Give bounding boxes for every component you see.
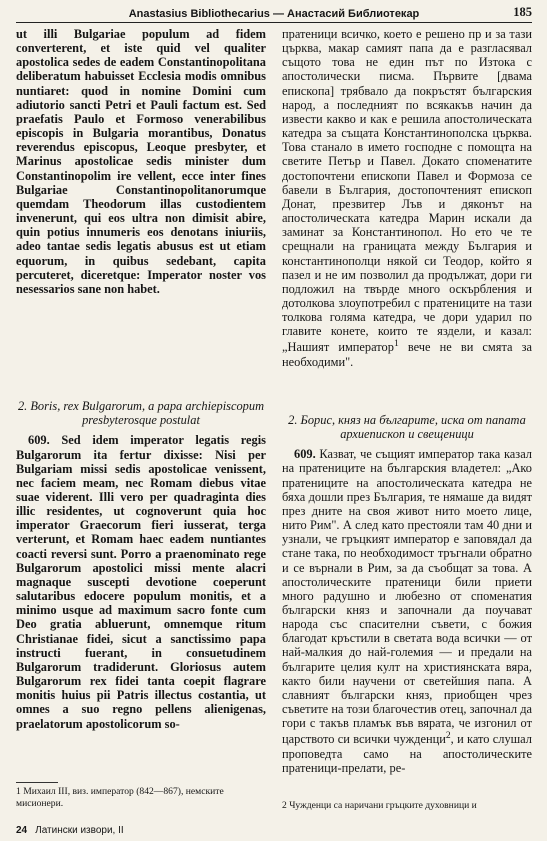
latin-paragraph-text: Sed idem imperator legatis regis Bulgarorum ita fertur dixisse: Nisi per Bulgariam missi sedis apostolicae venissent, nec faciem meam, nec Romam diebus vitae suae viderent. Illi vero per quadraginta dies illic residentes, ut cognoverunt quia hoc imperator Graecorum fieri iusserat, terga verterunt, et Romam haec eadem nuntiantes coacti reversi sunt. Porro a praenominato rege Bulgarorum apostolici missi mente alacri magnaque suscepti devotione coeperunt salutaribus edocere populum monitis, et a minimo usque ad maximum sacro fonte cum Deo gratia abluerunt, omnemque ritum Christianae fidei, sicut a sanctissimo papa instructi fuerant, in consuetudinem Bulgarorum tradiderunt. Gloriosus autem Bulgarorum rex fidei tanta coepit flagrare monitis huius pii Patris illectus costantia, ut omnes a suo regno pellens alienigenas, praelatorum apostolicorum so- [16,433,266,731]
running-title: Anastasius Bibliothecarius — Анастасий Библиотекар [128,7,420,20]
footnote-mark-2: 2 [445,730,451,742]
latin-section-heading: 2. Boris, rex Bulgarorum, a papa archiepiscopum presbyterosque postulat [17,398,265,428]
footnote-rule [16,782,58,783]
footnote-right: 2 Чужденци са наричани гръцките духовници и [282,800,477,811]
bulgarian-column [282,27,532,775]
footnote-mark-1: 1 [393,338,399,350]
latin-paragraph-609 [16,433,266,730]
bulgarian-continuation [282,27,532,369]
running-header [16,5,532,23]
bulgarian-section-heading: 2. Борис, княз на българите, иска от папата архиепископ и свещеници [288,412,526,442]
bulgarian-paragraph-text-b: , и като слушал проповедта само на апостолическите пратеници-прелати, ре- [282,732,532,775]
latin-paragraph-number: 609. [28,433,50,448]
bulgarian-paragraph-609 [282,447,532,775]
page-number: 185 [513,5,532,19]
bulgarian-paragraph-number: 609. [294,447,316,462]
latin-continuation: ut illi Bulgariae populum ad fidem converterent, et iste quid vel qualiter apostolica sedes de eadem Constantinopolitana deliberatum habuisset Ecclesia modis omnibus nuntiaret: quod in nomine Domini cum adiutorio sancti Petri et Pauli factum est. Sed praefatis Paulo et Formoso venerabilibus episcopis in Bulgaria morantibus, Donatus reverendus episcopus, Leoque presbyter, et Marinus apostolicae sedis minister dum Constantinopolim ire vellent, ecce inter fines Bulgariae Constantinopolitanorumque quemdam Theodorum illas custodientem invenerunt, qui eos ultra non dimisit abire, quin potius innumeris eos denotans iniuriis, adeo tantae sedis legatis abusus est ut etiam equorum, in quibus sedebant, capita percuteret, diceretque: Imperator noster vos nesessarios sane non habet. [16,27,266,296]
signature-number: 24 [16,825,28,836]
footnote-left: 1 Михаил III, виз. император (842—867), немските мисионери. [16,786,224,809]
latin-column [16,27,266,731]
bulgarian-paragraph-text-a: Казват, че същият император така казал на пратениците на българския владетел: „Ако пратениците на апостолическата катедра не бяха дошли през България, те нямаше да видят през дните на своя живот нито моето лице, нито Рим". А след като престояли там 40 дни и узнали, че гръцкият император е заповядал да стане така, по необходимост тръгнали обратно и се върнали в Рим, за да съобщат за това. А апостолическите пратеници били приети много радушно и любезно от споменатия български княз и започнали да поучават народа със спасителни съвети, с божия благодат кръстили в светата вода всички — от най-малкия до най-големия — и предали на българите целия култ на християнската вяра, както били научени от светейшия папа. А славният български княз, приобщен чрез съветите на този благочестив отец, започнал да гори с такъв пламък във вярата, че изгонил от царството си всички чужденци [282,447,532,747]
bulgarian-continuation-text-a: пратеници всичко, което е решено пр и за тази църква, макар самият папа да е разгласявал същото това не един път по Изтока с апостолически писма. Първите [двама епископа] трябвало да покръстят българския народ, а последният по всякакъв начин да извести какво и как е решила апостолическата катедра за същата Константинополска църква. Това станало в името господне с помощта на светите Петър и Павел. Докато споменатите достопочтени епископи Павел и Формоза се бавели в България, достопочтеният епископ Донат, презвитер Лъв и дяконът на апостолическата катедра Марин искали да заминат за Константинопол. Но ето че те срещнали на границата между България и константинополци някой си Теодор, който я пазел и не им позволил да продължат, дори ги подложил на твърде много оскърбления и дотолкова злоупотребил с пратениците на тази толкова голяма катедра, че дори ударил по главите конете, които те яздели, и казал: „Нашият император [282,27,532,355]
signature-label: Латински извори, II [35,825,124,836]
printer-signature [16,825,124,836]
bulgarian-continuation-text-b: вече не ви смята за необходими". [282,340,532,369]
